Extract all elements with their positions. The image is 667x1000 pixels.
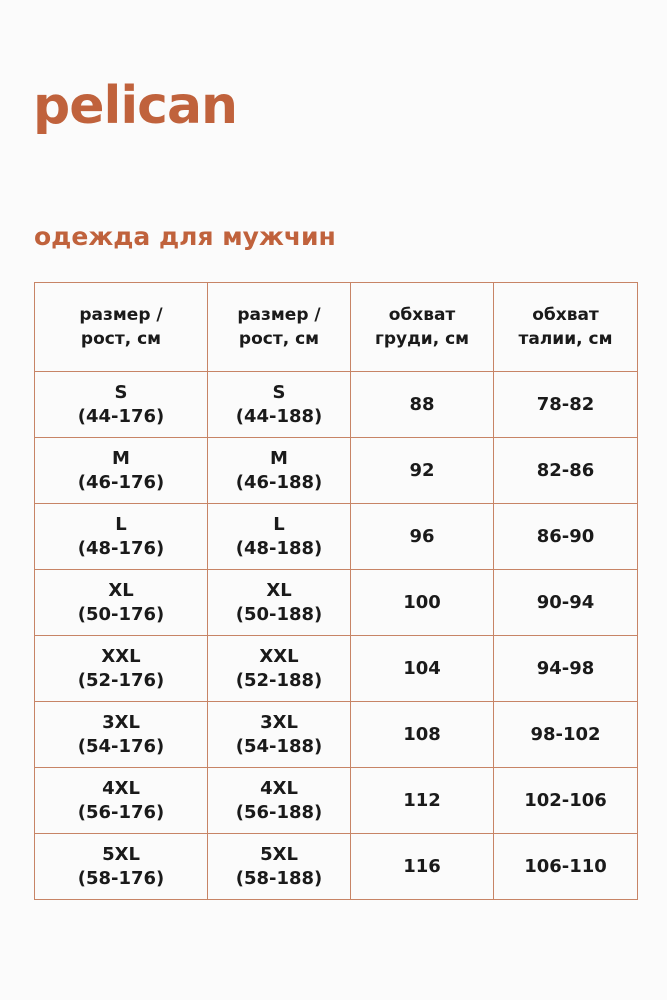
size-176-cell	[35, 570, 208, 636]
waist-cell	[494, 834, 638, 900]
table-row	[35, 834, 638, 900]
size-176-cell	[35, 636, 208, 702]
header-size-height-188	[208, 283, 351, 372]
table-row	[35, 702, 638, 768]
cell-text: (44-188)	[235, 405, 323, 427]
cell-text: 3XL	[260, 711, 298, 733]
waist-cell	[494, 504, 638, 570]
header-line: обхват	[388, 305, 456, 325]
size-188-cell	[208, 438, 351, 504]
table-row	[35, 438, 638, 504]
table-row	[35, 570, 638, 636]
cell-text: 106-110	[524, 855, 607, 877]
cell-text: XL	[266, 579, 292, 601]
size-188-cell	[208, 372, 351, 438]
table-header-row	[35, 283, 638, 372]
cell-text: 4XL	[260, 777, 298, 799]
cell-text: 100	[403, 591, 441, 613]
chest-cell	[351, 768, 494, 834]
cell-text: 90-94	[536, 591, 595, 613]
cell-text: 86-90	[536, 525, 595, 547]
size-176-cell	[35, 504, 208, 570]
header-line: рост, см	[238, 329, 320, 349]
cell-text: 104	[403, 657, 441, 679]
chest-cell	[351, 504, 494, 570]
header-chest	[351, 283, 494, 372]
header-line: рост, см	[80, 329, 162, 349]
header-line: груди, см	[374, 329, 470, 349]
cell-text: 78-82	[536, 393, 595, 415]
chest-cell	[351, 372, 494, 438]
cell-text: (50-188)	[235, 603, 323, 625]
cell-text: (46-188)	[235, 471, 323, 493]
header-waist	[494, 283, 638, 372]
cell-text: 3XL	[102, 711, 140, 733]
waist-cell	[494, 438, 638, 504]
cell-text: (58-176)	[77, 867, 165, 889]
size-188-cell	[208, 834, 351, 900]
cell-text: (54-176)	[77, 735, 165, 757]
header-size-height-176	[35, 283, 208, 372]
waist-cell	[494, 372, 638, 438]
cell-text: 88	[409, 393, 435, 415]
header-line: обхват	[532, 305, 599, 325]
cell-text: (50-176)	[77, 603, 165, 625]
cell-text: 98-102	[530, 723, 601, 745]
cell-text: (44-176)	[77, 405, 165, 427]
cell-text: 116	[403, 855, 441, 877]
table-row	[35, 372, 638, 438]
cell-text: 112	[403, 789, 441, 811]
size-188-cell	[208, 570, 351, 636]
chest-cell	[351, 438, 494, 504]
cell-text: (48-176)	[77, 537, 165, 559]
cell-text: S	[114, 381, 128, 403]
cell-text: 5XL	[102, 843, 140, 865]
chest-cell	[351, 570, 494, 636]
cell-text: 4XL	[102, 777, 140, 799]
chest-cell	[351, 834, 494, 900]
header-line: размер /	[237, 305, 321, 325]
size-176-cell	[35, 438, 208, 504]
cell-text: S	[272, 381, 286, 403]
size-176-cell	[35, 372, 208, 438]
waist-cell	[494, 702, 638, 768]
cell-text: 96	[409, 525, 435, 547]
cell-text: M	[270, 447, 288, 469]
size-188-cell	[208, 768, 351, 834]
cell-text: (52-188)	[235, 669, 323, 691]
size-176-cell	[35, 768, 208, 834]
cell-text: (46-176)	[77, 471, 165, 493]
cell-text: (58-188)	[235, 867, 323, 889]
cell-text: 82-86	[536, 459, 595, 481]
cell-text: 108	[403, 723, 441, 745]
header-line: талии, см	[518, 329, 613, 349]
cell-text: (48-188)	[235, 537, 323, 559]
waist-cell	[494, 570, 638, 636]
chest-cell	[351, 702, 494, 768]
size-188-cell	[208, 636, 351, 702]
cell-text: L	[273, 513, 285, 535]
cell-text: 94-98	[536, 657, 595, 679]
chest-cell	[351, 636, 494, 702]
header-line: размер /	[79, 305, 163, 325]
table-row	[35, 504, 638, 570]
cell-text: (56-176)	[77, 801, 165, 823]
size-188-cell	[208, 702, 351, 768]
size-176-cell	[35, 834, 208, 900]
cell-text: 5XL	[260, 843, 298, 865]
table-row	[35, 768, 638, 834]
cell-text: 102-106	[524, 789, 607, 811]
waist-cell	[494, 636, 638, 702]
cell-text: (56-188)	[235, 801, 323, 823]
cell-text: XXL	[259, 645, 299, 667]
page-title: одежда для мужчин	[34, 222, 336, 251]
cell-text: XL	[108, 579, 134, 601]
cell-text: M	[112, 447, 130, 469]
size-176-cell	[35, 702, 208, 768]
size-188-cell	[208, 504, 351, 570]
brand-logo: pelican	[33, 76, 238, 136]
waist-cell	[494, 768, 638, 834]
cell-text: 92	[409, 459, 435, 481]
table-row	[35, 636, 638, 702]
cell-text: (52-176)	[77, 669, 165, 691]
cell-text: (54-188)	[235, 735, 323, 757]
size-chart-table	[34, 282, 638, 900]
cell-text: XXL	[101, 645, 141, 667]
cell-text: L	[115, 513, 127, 535]
